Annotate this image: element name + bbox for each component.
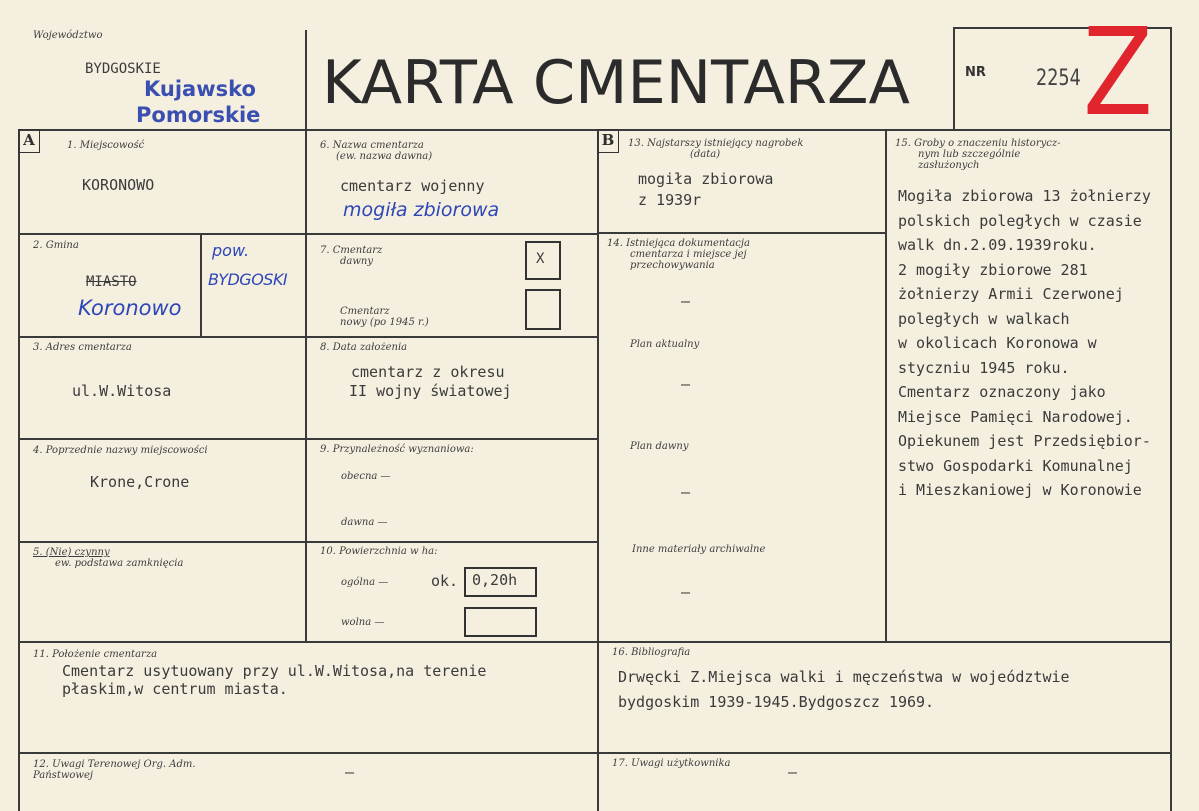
field-15-line: poległych w walkach [898, 309, 1070, 328]
field-14-value-4: — [681, 583, 691, 601]
field-14-inne: Inne materiały archiwalne [632, 544, 766, 555]
field-10-ok: ok. [431, 572, 459, 590]
field-6-label-1: 6. Nazwa cmentarza [320, 140, 424, 151]
field-1-value: KORONOWO [82, 176, 155, 194]
field-15-line: polskich poległych w czasie [898, 211, 1142, 230]
stamp-line-2: Pomorskie [136, 103, 261, 127]
col-separator-3 [885, 129, 887, 641]
field-15-label-1: 15. Groby o znaczeniu historycz- [895, 138, 1061, 149]
field-17-label: 17. Uwagi użytkownika [612, 758, 731, 769]
row-line-4 [18, 541, 597, 543]
field-15-label-3: zasłużonych [918, 160, 980, 171]
field-6-value: cmentarz wojenny [340, 177, 485, 195]
field-12-label-2: Państwowej [33, 770, 93, 781]
field-13-line-2: z 1939r [638, 191, 702, 209]
gmina-inner-separator [200, 233, 202, 336]
field-16-label: 16. Bibliografia [612, 647, 691, 658]
row-line-6 [18, 752, 1170, 754]
field-15-label-2: nym lub szczególnie [918, 149, 1021, 160]
wojewodztwo-label: Województwo [33, 30, 103, 41]
field-10-wolna-box[interactable] [464, 607, 537, 637]
field-7-label-3: Cmentarz [340, 306, 390, 317]
row-line-3 [18, 438, 597, 440]
wojewodztwo-typed: BYDGOSKIE [85, 61, 161, 77]
field-2-pow-2: BYDGOSKI [208, 270, 288, 289]
field-15-line: żołnierzy Armii Czerwonej [898, 285, 1124, 303]
field-2-struck: MIASTO [86, 274, 137, 290]
field-14-value-2: — [681, 375, 691, 393]
field-5-label-1: 5. (Nie) czynny [33, 547, 110, 558]
field-11-line-2: płaskim,w centrum miasta. [62, 680, 288, 698]
field-15-line: 2 mogiły zbiorowe 281 [898, 260, 1088, 279]
field-15-line: i Mieszkaniowej w Koronowie [898, 481, 1142, 499]
field-6-label-2: (ew. nazwa dawna) [336, 151, 433, 162]
field-13-label-1: 13. Najstarszy istniejący nagrobek [628, 138, 804, 149]
field-7-nowy-checkbox[interactable] [525, 289, 561, 330]
row-line-1 [18, 233, 597, 235]
field-17-value: — [788, 763, 798, 781]
header-bottom-line [18, 129, 1170, 131]
field-12-label-1: 12. Uwagi Terenowej Org. Adm. [33, 759, 196, 770]
nr-box-left-line [953, 27, 955, 129]
card-left-border [18, 129, 20, 811]
field-7-dawny-mark: X [536, 251, 545, 267]
field-11-line-1: Cmentarz usytuowany przy ul.W.Witosa,na terenie [62, 662, 487, 680]
row-line-5 [18, 641, 1170, 643]
field-9-label: 9. Przynależność wyznaniowa: [320, 444, 474, 455]
stamp-line-1: Kujawsko [144, 77, 256, 101]
field-14-label-1: 14. Istniejąca dokumentacja [607, 238, 750, 249]
nr-label: NR [965, 65, 986, 80]
field-6-hand: mogiła zbiorowa [343, 199, 500, 221]
field-13-line-1: mogiła zbiorowa [638, 170, 774, 188]
field-16-line-1: Drwęcki Z.Miejsca walki i męczeństwa w wojeództwie [618, 668, 1070, 686]
field-10-ogolna: ogólna — [341, 577, 389, 588]
field-11-label: 11. Położenie cmentarza [33, 649, 158, 660]
field-3-value: ul.W.Witosa [72, 382, 172, 400]
field-12-value: — [345, 763, 355, 781]
field-15-line: Mogiła zbiorowa 13 żołnierzy [898, 187, 1151, 205]
field-14-value-3: — [681, 483, 691, 501]
field-15-line: Opiekunem jest Przedsiębior- [898, 432, 1151, 450]
field-2-label: 2. Gmina [33, 240, 79, 251]
field-15-line: Cmentarz oznaczony jako [898, 383, 1106, 401]
card-right-border [1170, 27, 1172, 811]
section-b-badge: B [597, 129, 619, 153]
field-7-label-2: dawny [340, 256, 374, 267]
field-14-label-3: przechowywania [630, 260, 715, 271]
field-14-plan-aktualny: Plan aktualny [630, 339, 700, 350]
nr-mark-z: Z [1083, 4, 1153, 143]
field-15-line: stwo Gospodarki Komunalnej [898, 456, 1133, 475]
field-1-label: 1. Miejscowość [67, 140, 145, 151]
field-14-plan-dawny: Plan dawny [630, 441, 689, 452]
row-line-b1 [597, 232, 885, 234]
field-13-label-2: (data) [690, 149, 721, 160]
field-2-pow-1: pow. [212, 241, 250, 260]
field-8-line-1: cmentarz z okresu [351, 363, 505, 381]
field-7-label-4: nowy (po 1945 r.) [340, 317, 429, 328]
field-9-obecna: obecna — [341, 471, 391, 482]
field-10-wolna: wolna — [341, 617, 385, 628]
field-4-label: 4. Poprzednie nazwy miejscowości [33, 445, 208, 456]
field-3-label: 3. Adres cmentarza [33, 342, 132, 353]
field-15-line: walk dn.2.09.1939roku. [898, 236, 1097, 254]
field-15-line: Miejsce Pamięci Narodowej. [898, 407, 1133, 426]
field-15-line: styczniu 1945 roku. [898, 358, 1070, 377]
field-9-dawna: dawna — [341, 517, 388, 528]
field-14-value-1: — [681, 292, 691, 310]
field-4-value: Krone,Crone [90, 473, 190, 491]
section-a-badge: A [18, 129, 40, 153]
card-title: KARTA CMENTARZA [322, 48, 910, 118]
field-14-label-2: cmentarza i miejsce jej [630, 249, 747, 260]
field-15-text [898, 184, 1151, 503]
field-5-label-2: ew. podstawa zamknięcia [55, 558, 184, 569]
nr-value: 2254 [1036, 66, 1081, 91]
field-7-label-1: 7. Cmentarz [320, 245, 383, 256]
field-16-line-2: bydgoskim 1939-1945.Bydgoszcz 1969. [618, 693, 935, 711]
field-8-label: 8. Data założenia [320, 342, 408, 353]
row-line-2 [18, 336, 597, 338]
field-2-hand: Koronowo [78, 296, 182, 320]
field-10-ogolna-value: 0,20h [472, 571, 518, 589]
field-10-label: 10. Powierzchnia w ha: [320, 546, 438, 557]
field-8-line-2: II wojny światowej [349, 382, 512, 400]
field-15-line: w okolicach Koronowa w [898, 334, 1097, 352]
